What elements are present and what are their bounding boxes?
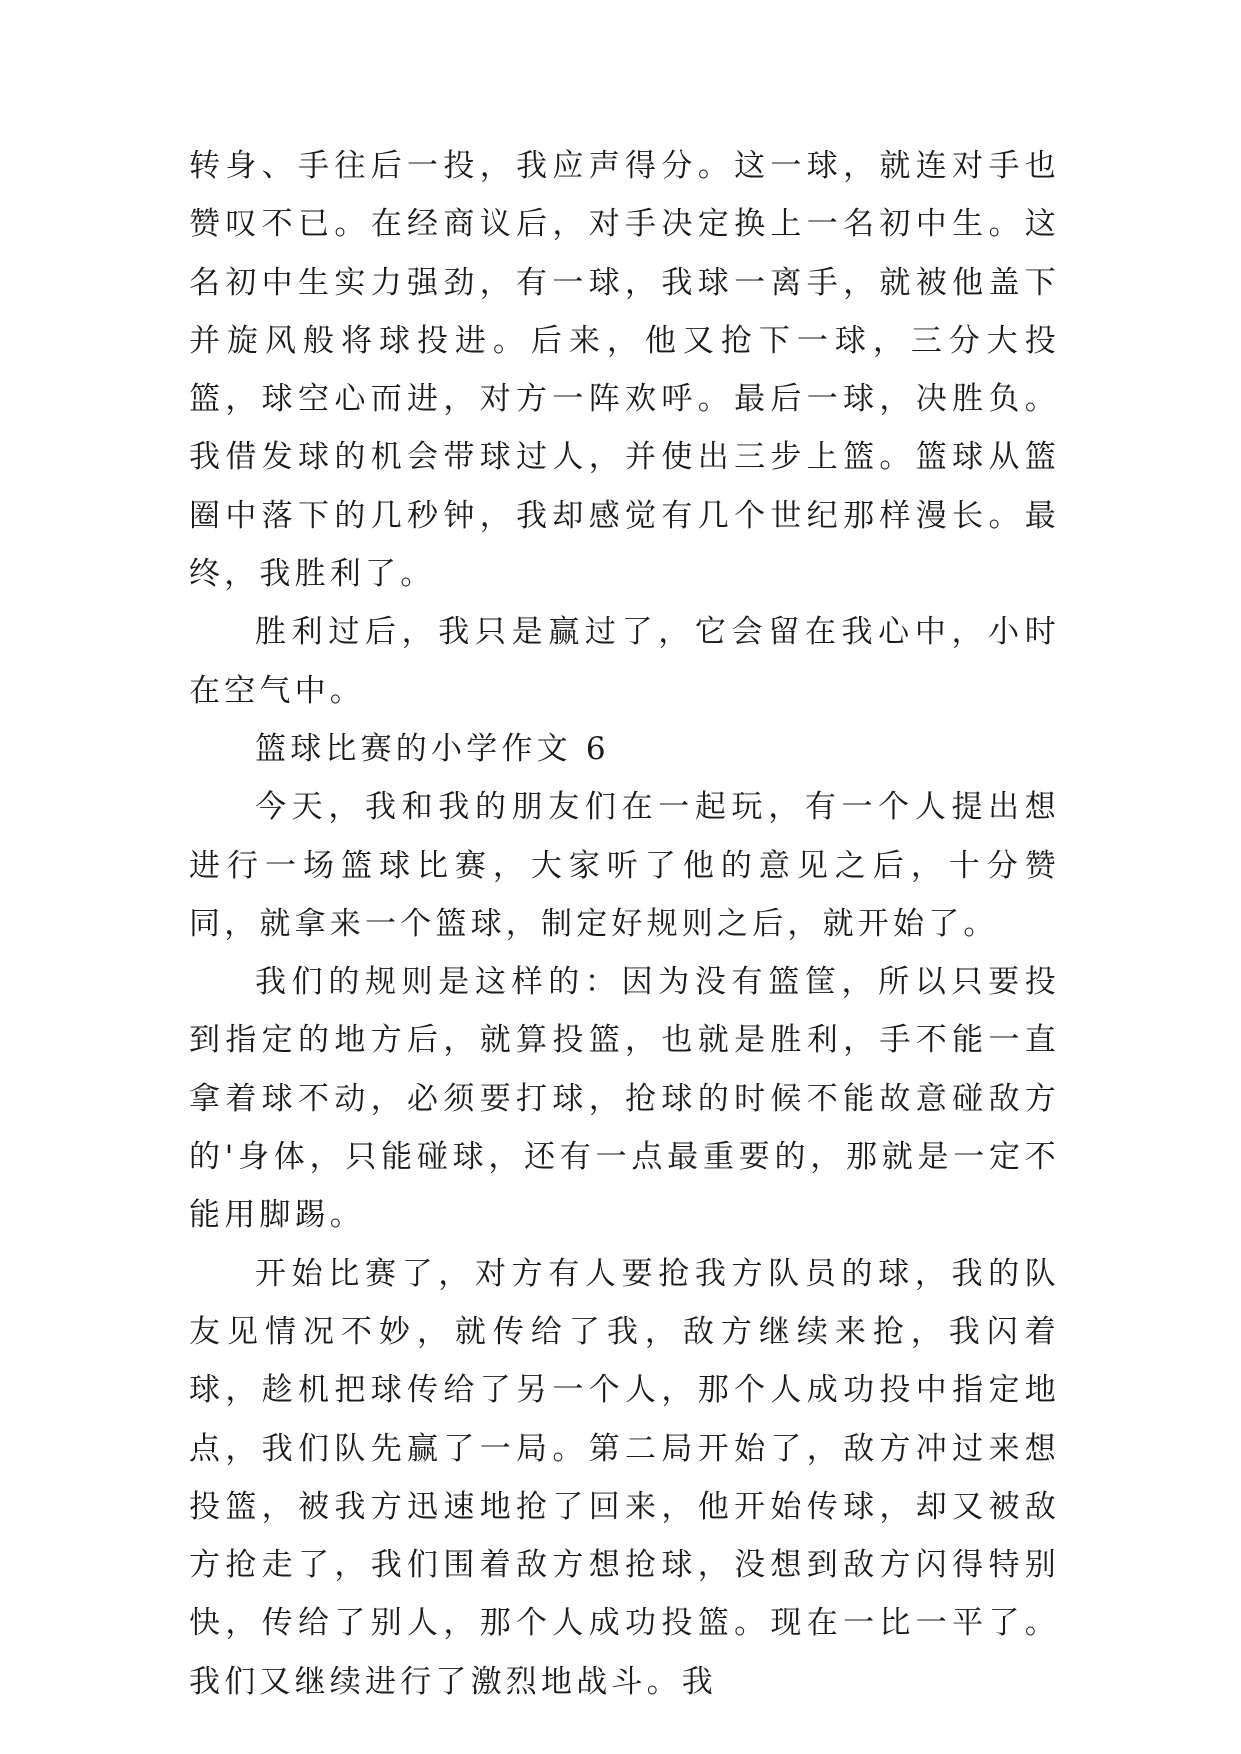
paragraph-victory: 胜利过后，我只是赢过了，它会留在我心中，小时在空气中。: [189, 614, 1060, 709]
section-heading: 篮球比赛的小学作文 6: [255, 730, 610, 767]
document-body: [189, 137, 1060, 1711]
paragraph-continuation: 转身、手往后一投，我应声得分。这一球，就连对手也赞叹不已。在经商议后，对手决定换上一名初中生。这名初中生实力强劲，有一球，我球一离手，就被他盖下并旋风般将球投进。后来，他又抢下一球，三分大投篮，球空心而进，对方一阵欢呼。最后一球，决胜负。我借发球的机会带球过人，并使出三步上篮。篮球从篮圈中落下的几秒钟，我却感觉有几个世纪那样漫长。最终，我胜利了。: [189, 148, 1060, 593]
paragraph-match: 开始比赛了，对方有人要抢我方队员的球，我的队友见情况不妙，就传给了我，敌方继续来抢，我闪着球，趁机把球传给了另一个人，那个人成功投中指定地点，我们队先赢了一局。第二局开始了，敌方冲过来想投篮，被我方迅速地抢了回来，他开始传球，却又被敌方抢走了，我们围着敌方想抢球，没想到敌方闪得特别快，传给了别人，那个人成功投篮。现在一比一平了。我们又继续进行了激烈地战斗。我: [189, 1255, 1060, 1700]
paragraph-rules: 我们的规则是这样的：因为没有篮筐，所以只要投到指定的地方后，就算投篮，也就是胜利，手不能一直拿着球不动，必须要打球，抢球的时候不能故意碰敌方的'身体，只能碰球，还有一点最重要的，那就是一定不能用脚踢。: [189, 964, 1060, 1234]
paragraph-intro: 今天，我和我的朋友们在一起玩，有一个人提出想进行一场篮球比赛，大家听了他的意见之后，十分赞同，就拿来一个篮球，制定好规则之后，就开始了。: [189, 789, 1060, 942]
